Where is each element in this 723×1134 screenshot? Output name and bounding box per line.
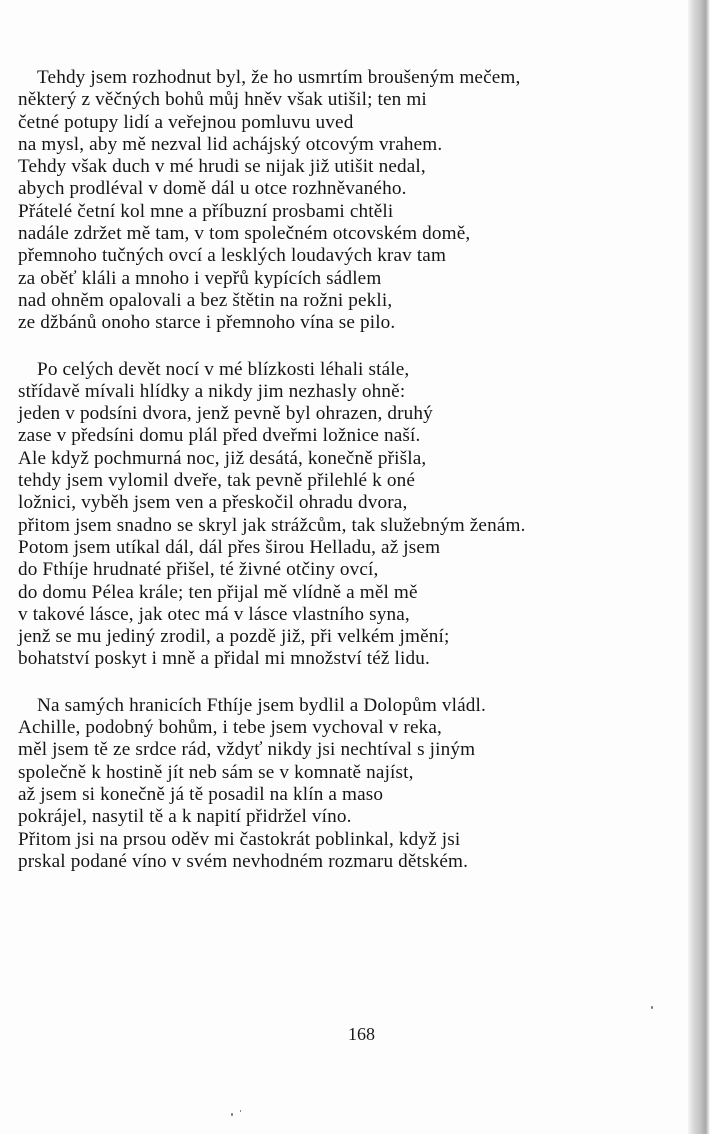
- verse-line: do domu Pélea krále; ten přijal mě vlídně a měl mě: [18, 581, 418, 603]
- verse-line: prskal podané víno v svém nevhodném rozmaru dětském.: [18, 850, 469, 872]
- stanza-3: [18, 695, 688, 873]
- verse-line: abych prodléval v domě dál u otce rozhněvaného.: [18, 178, 407, 200]
- verse-line: nadále zdržet mě tam, v tom společném otcovském domě,: [18, 223, 471, 245]
- verse-line: Achille, podobný bohům, i tebe jsem vychoval v reka,: [18, 717, 442, 739]
- verse-line: některý z věčných bohů můj hněv však utišil; ten mi: [18, 89, 427, 111]
- print-speck: [651, 1006, 653, 1009]
- verse-line: jeden v podsíni dvora, jenž pevně byl ohrazen, druhý: [18, 403, 433, 425]
- verse-line: až jsem si konečně já tě posadil na klín a maso: [18, 783, 384, 805]
- verse-line: Ale když pochmurná noc, již desátá, konečně přišla,: [18, 447, 427, 469]
- verse-line: nad ohněm opalovali a bez štětin na rožni pekli,: [18, 289, 393, 311]
- verse-line: Tehdy jsem rozhodnut byl, že ho usmrtím broušeným mečem,: [37, 67, 521, 88]
- verse-line: zase v předsíni domu plál před dveřmi ložnice naší.: [18, 425, 421, 447]
- verse-line: ze džbánů onoho starce i přemnoho vína se pilo.: [18, 312, 396, 334]
- verse-line: ložnici, vyběh jsem ven a přeskočil ohradu dvora,: [18, 492, 408, 514]
- verse-line: Po celých devět nocí v mé blízkosti léhali stále,: [37, 358, 410, 380]
- verse-line: střídavě mívali hlídky a nikdy jim nezhasly ohně:: [18, 380, 406, 402]
- verse-line: jenž se mu jediný zrodil, a pozdě již, při velkém jmění;: [18, 626, 450, 648]
- verse-line: za oběť kláli a mnoho i vepřů kypících sádlem: [18, 267, 382, 289]
- verse-line: na mysl, aby mě nezval lid achájský otcovým vrahem.: [18, 133, 443, 155]
- verse-line: tehdy jsem vylomil dveře, tak pevně přilehlé k oné: [18, 470, 416, 492]
- verse-line: pokrájel, nasytil tě a k napití přidržel víno.: [18, 806, 352, 828]
- verse-line: přemnoho tučných ovcí a lesklých loudavých krav tam: [18, 245, 447, 267]
- verse-line: společně k hostině jít neb sám se v komnatě najíst,: [18, 761, 414, 783]
- verse-line: přitom jsem snadno se skryl jak strážcům, tak služebným ženám.: [18, 514, 526, 536]
- verse-line: Potom jsem utíkal dál, dál přes širou Helladu, až jsem: [18, 536, 441, 558]
- print-speck: [240, 1110, 241, 1112]
- stanza-2: [18, 359, 688, 671]
- binding-shadow: [688, 0, 710, 1134]
- verse-line: do Fthíje hrudnaté přišel, té živné otčiny ovcí,: [18, 559, 379, 581]
- page-number: 168: [348, 1024, 375, 1044]
- poem-text: [18, 67, 688, 897]
- stanza-1: [18, 67, 688, 335]
- page-edge: [710, 0, 723, 1134]
- verse-line: bohatství poskyt i mně a přidal mi množství též lidu.: [18, 648, 430, 670]
- verse-line: Přitom jsi na prsou oděv mi častokrát poblinkal, když jsi: [18, 828, 461, 850]
- verse-line: Na samých hranicích Fthíje jsem bydlil a Dolopům vládl.: [37, 694, 486, 716]
- print-speck: [231, 1113, 233, 1116]
- verse-line: v takové lásce, jak otec má v lásce vlastního syna,: [18, 603, 410, 625]
- verse-line: Přátelé četní kol mne a příbuzní prosbami chtěli: [18, 200, 394, 222]
- verse-line: Tehdy však duch v mé hrudi se nijak již utišit nedal,: [18, 156, 426, 178]
- verse-line: četné potupy lidí a veřejnou pomluvu uved: [18, 111, 354, 133]
- verse-line: měl jsem tě ze srdce rád, vždyť nikdy jsi nechtíval s jiným: [18, 739, 476, 761]
